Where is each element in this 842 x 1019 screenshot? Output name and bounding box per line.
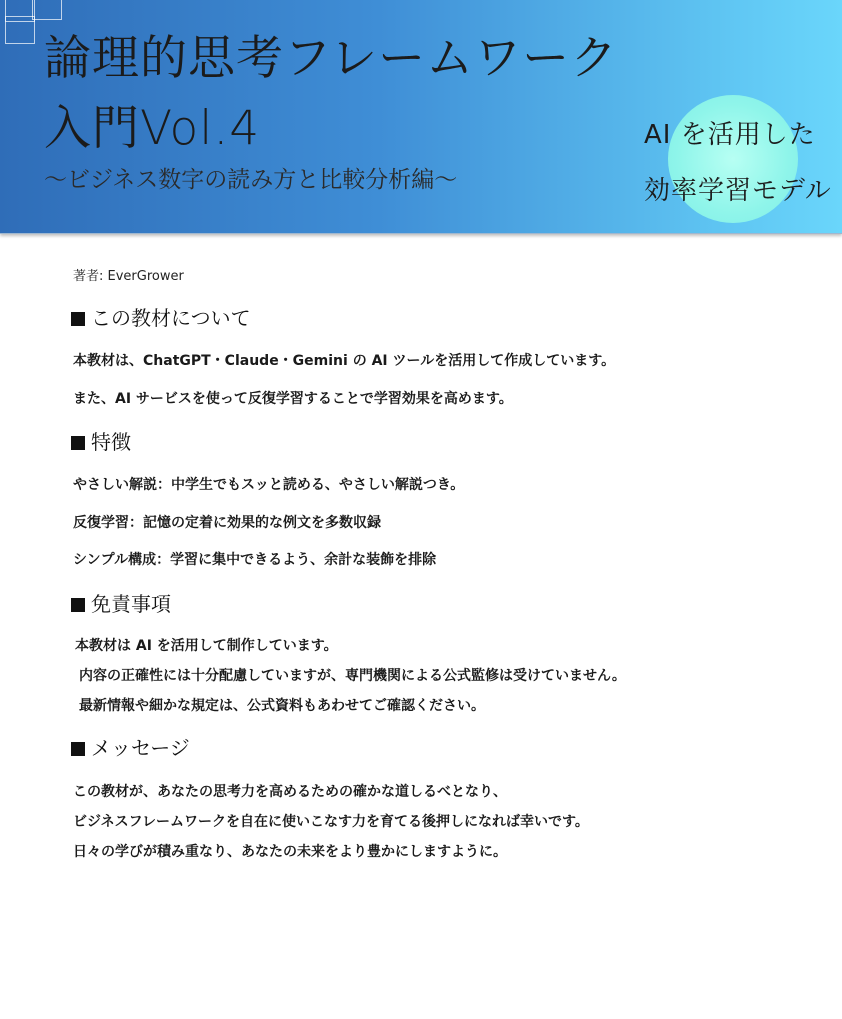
decorative-square: [32, 0, 62, 20]
message-line: この教材が、あなたの思考力を高めるための確かな道しるべとなり、: [73, 784, 507, 800]
paragraph-line: また、AI サービスを使って反復学習することで学習効果を高めます。: [73, 391, 513, 407]
feature-line: シンプル構成：学習に集中できるよう、余計な装飾を排除: [73, 552, 437, 568]
section-heading-message: [71, 732, 190, 761]
paragraph-line: 本教材は、ChatGPT・Claude・Gemini の AI ツールを活用して作成しています。: [73, 353, 616, 369]
feature-line: やさしい解説：中学生でもスッと読める、やさしい解説つき。: [73, 477, 465, 493]
section-heading-about: [71, 302, 251, 331]
section-heading-text: 特徴: [91, 430, 131, 454]
square-bullet-icon: [71, 312, 85, 326]
message-line: ビジネスフレームワークを自在に使いこなす力を育てる後押しになれば幸いです。: [73, 814, 589, 830]
section-heading-features: [71, 426, 131, 455]
square-bullet-icon: [71, 742, 85, 756]
message-line: 日々の学びが積み重なり、あなたの未来をより豊かにしますように。: [73, 844, 507, 860]
badge-line-1: AI を活用した: [644, 120, 816, 150]
square-bullet-icon: [71, 598, 85, 612]
section-heading-disclaimer: [71, 588, 171, 617]
disclaimer-line: 内容の正確性には十分配慮していますが、専門機関による公式監修は受けていません。: [79, 668, 626, 684]
section-heading-text: 免責事項: [91, 592, 171, 616]
section-heading-text: メッセージ: [91, 736, 190, 760]
feature-line: 反復学習：記憶の定着に効果的な例文を多数収録: [73, 515, 381, 531]
cover-banner: [0, 0, 842, 234]
author-line: 著者: EverGrower: [73, 269, 184, 284]
decorative-square: [5, 16, 35, 44]
badge-line-2: 効率学習モデル: [644, 176, 832, 206]
square-bullet-icon: [71, 436, 85, 450]
section-heading-text: この教材について: [91, 306, 251, 330]
disclaimer-line: 最新情報や細かな規定は、公式資料もあわせてご確認ください。: [79, 698, 485, 714]
disclaimer-line: 本教材は AI を活用して制作しています。: [75, 638, 338, 654]
document-subtitle: 〜ビジネス数字の読み方と比較分析編〜: [44, 167, 458, 193]
document-title: 論理的思考フレームワーク入門Vol.4: [44, 31, 619, 156]
